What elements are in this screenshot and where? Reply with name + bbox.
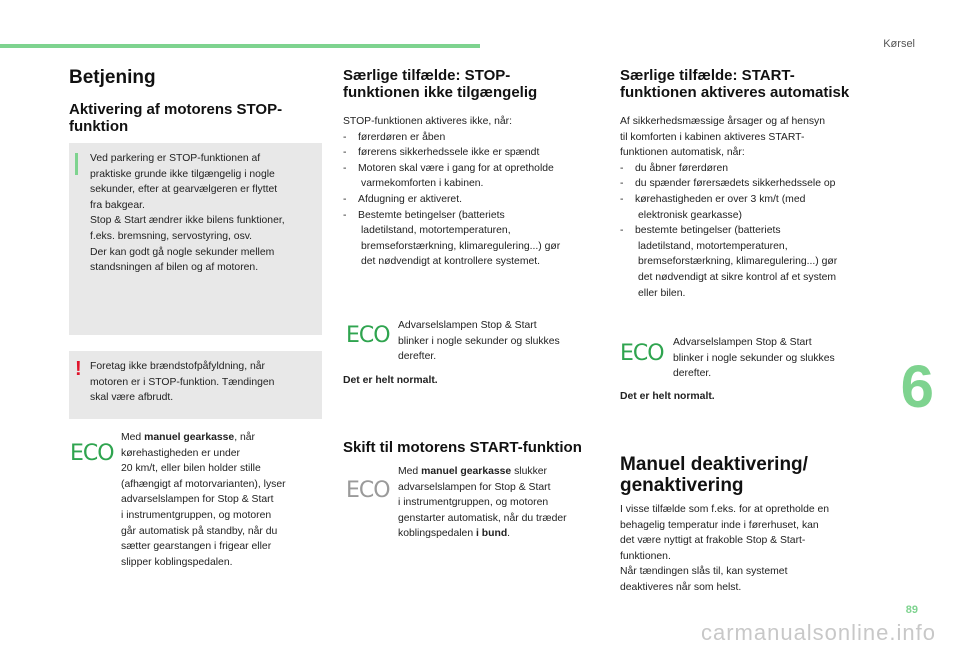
info-icon [75,153,78,175]
start-switch-title: Skift til motorens START-funktion [343,439,582,456]
manual-deactivation-title: Manuel deaktivering/ genaktivering [620,454,808,496]
eco-manual-gearbox-text: Med manuel gearkasse, når kørehastigheden er under 20 km/t, eller bilen holder stille (afhængigt af motorvarianten), lyser advarselslampen for Stop & Start i instrumentgruppen, og motoren går automatisk på standby, når du sætter gearstangen i frigear eller slipper koblingspedalen. [121,432,286,568]
warning-icon: ! [75,358,82,380]
normal-note: Det er helt normalt. [620,391,715,402]
eco-blink-text: Advarselslampen Stop & Start blinker i nogle sekunder og slukkes derefter. [673,337,835,380]
header-accent-bar [0,44,480,48]
eco-gray-icon: ECO [346,478,390,503]
chapter-number: 6 [900,353,934,420]
page-title: Betjening [69,67,156,88]
warning-box-text: Foretag ikke brændstofpåfyldning, når motoren er i STOP-funktion. Tændingen skal være afbrudt. [90,361,275,404]
page-number: 89 [905,604,918,616]
eco-green-icon: ECO [346,323,390,348]
start-manual-gearbox-text: Med manuel gearkasse slukker advarselslampen for Stop & Start i instrumentgruppen, og motoren genstarter automatisk, når du træder koblingspedalen i bund. [398,466,567,540]
normal-note: Det er helt normalt. [343,375,438,386]
stop-unavailable-list: STOP-funktionen aktiveres ikke, når: - førerdøren er åben - førerens sikkerhedssele ikke er spændt - Motoren skal være i gang for at opretholde varmekomforten i kabinen. - Afdugning er aktiveret. - Bestemte betingelser (batteriets ladetilstand, motortemperaturen, bremseforstærkning, klimaregulering...) gør det nødvendigt at kontrollere systemet. [343,116,561,268]
section-title: Kørsel [883,38,915,50]
info-box-text: Ved parkering er STOP-funktionen af praktiske grunde ikke tilgængelig i nogle sekunder, efter at gearvælgeren er flyttet fra bakgear. Stop & Start ændrer ikke bilens funktioner, f.eks. bremsning, servostyring, osv. Der kan godt gå nogle sekunder mellem standsningen af bilen og af motoren. [90,153,285,274]
manual-deactivation-text: I visse tilfælde som f.eks. for at opretholde en behagelig temperatur inde i førerhuset, kan det være nyttigt at frakoble Stop & Start- funktionen. Når tændingen slås til, kan systemet deaktiveres når som helst. [620,504,830,593]
eco-green-icon: ECO [620,341,664,366]
eco-green-icon: ECO [70,441,114,466]
info-box [69,143,322,335]
warning-box [69,351,322,419]
start-automatic-title: Særlige tilfælde: START- funktionen aktiveres automatisk [620,67,850,102]
stop-unavailable-title: Særlige tilfælde: STOP- funktionen ikke tilgængelig [343,67,538,102]
watermark: carmanualsonline.info [700,620,936,645]
subtitle-stop-activation: Aktivering af motorens STOP- funktion [69,101,283,136]
eco-blink-text: Advarselslampen Stop & Start blinker i nogle sekunder og slukkes derefter. [398,320,560,363]
start-automatic-list: Af sikkerhedsmæssige årsager og af hensyn til komforten i kabinen aktiveres START- funktionen automatisk, når: - du åbner førerdøren - du spænder førersædets sikkerhedssele op - kørehastigheden er over 3 km/t (med elektronisk gearkasse) - bestemte betingelser (batteriets ladetilstand, motortemperaturen, bremseforstærkning, klimaregulering...) gør det nødvendigt at sikre kontrol af et system eller bilen. [620,116,838,299]
